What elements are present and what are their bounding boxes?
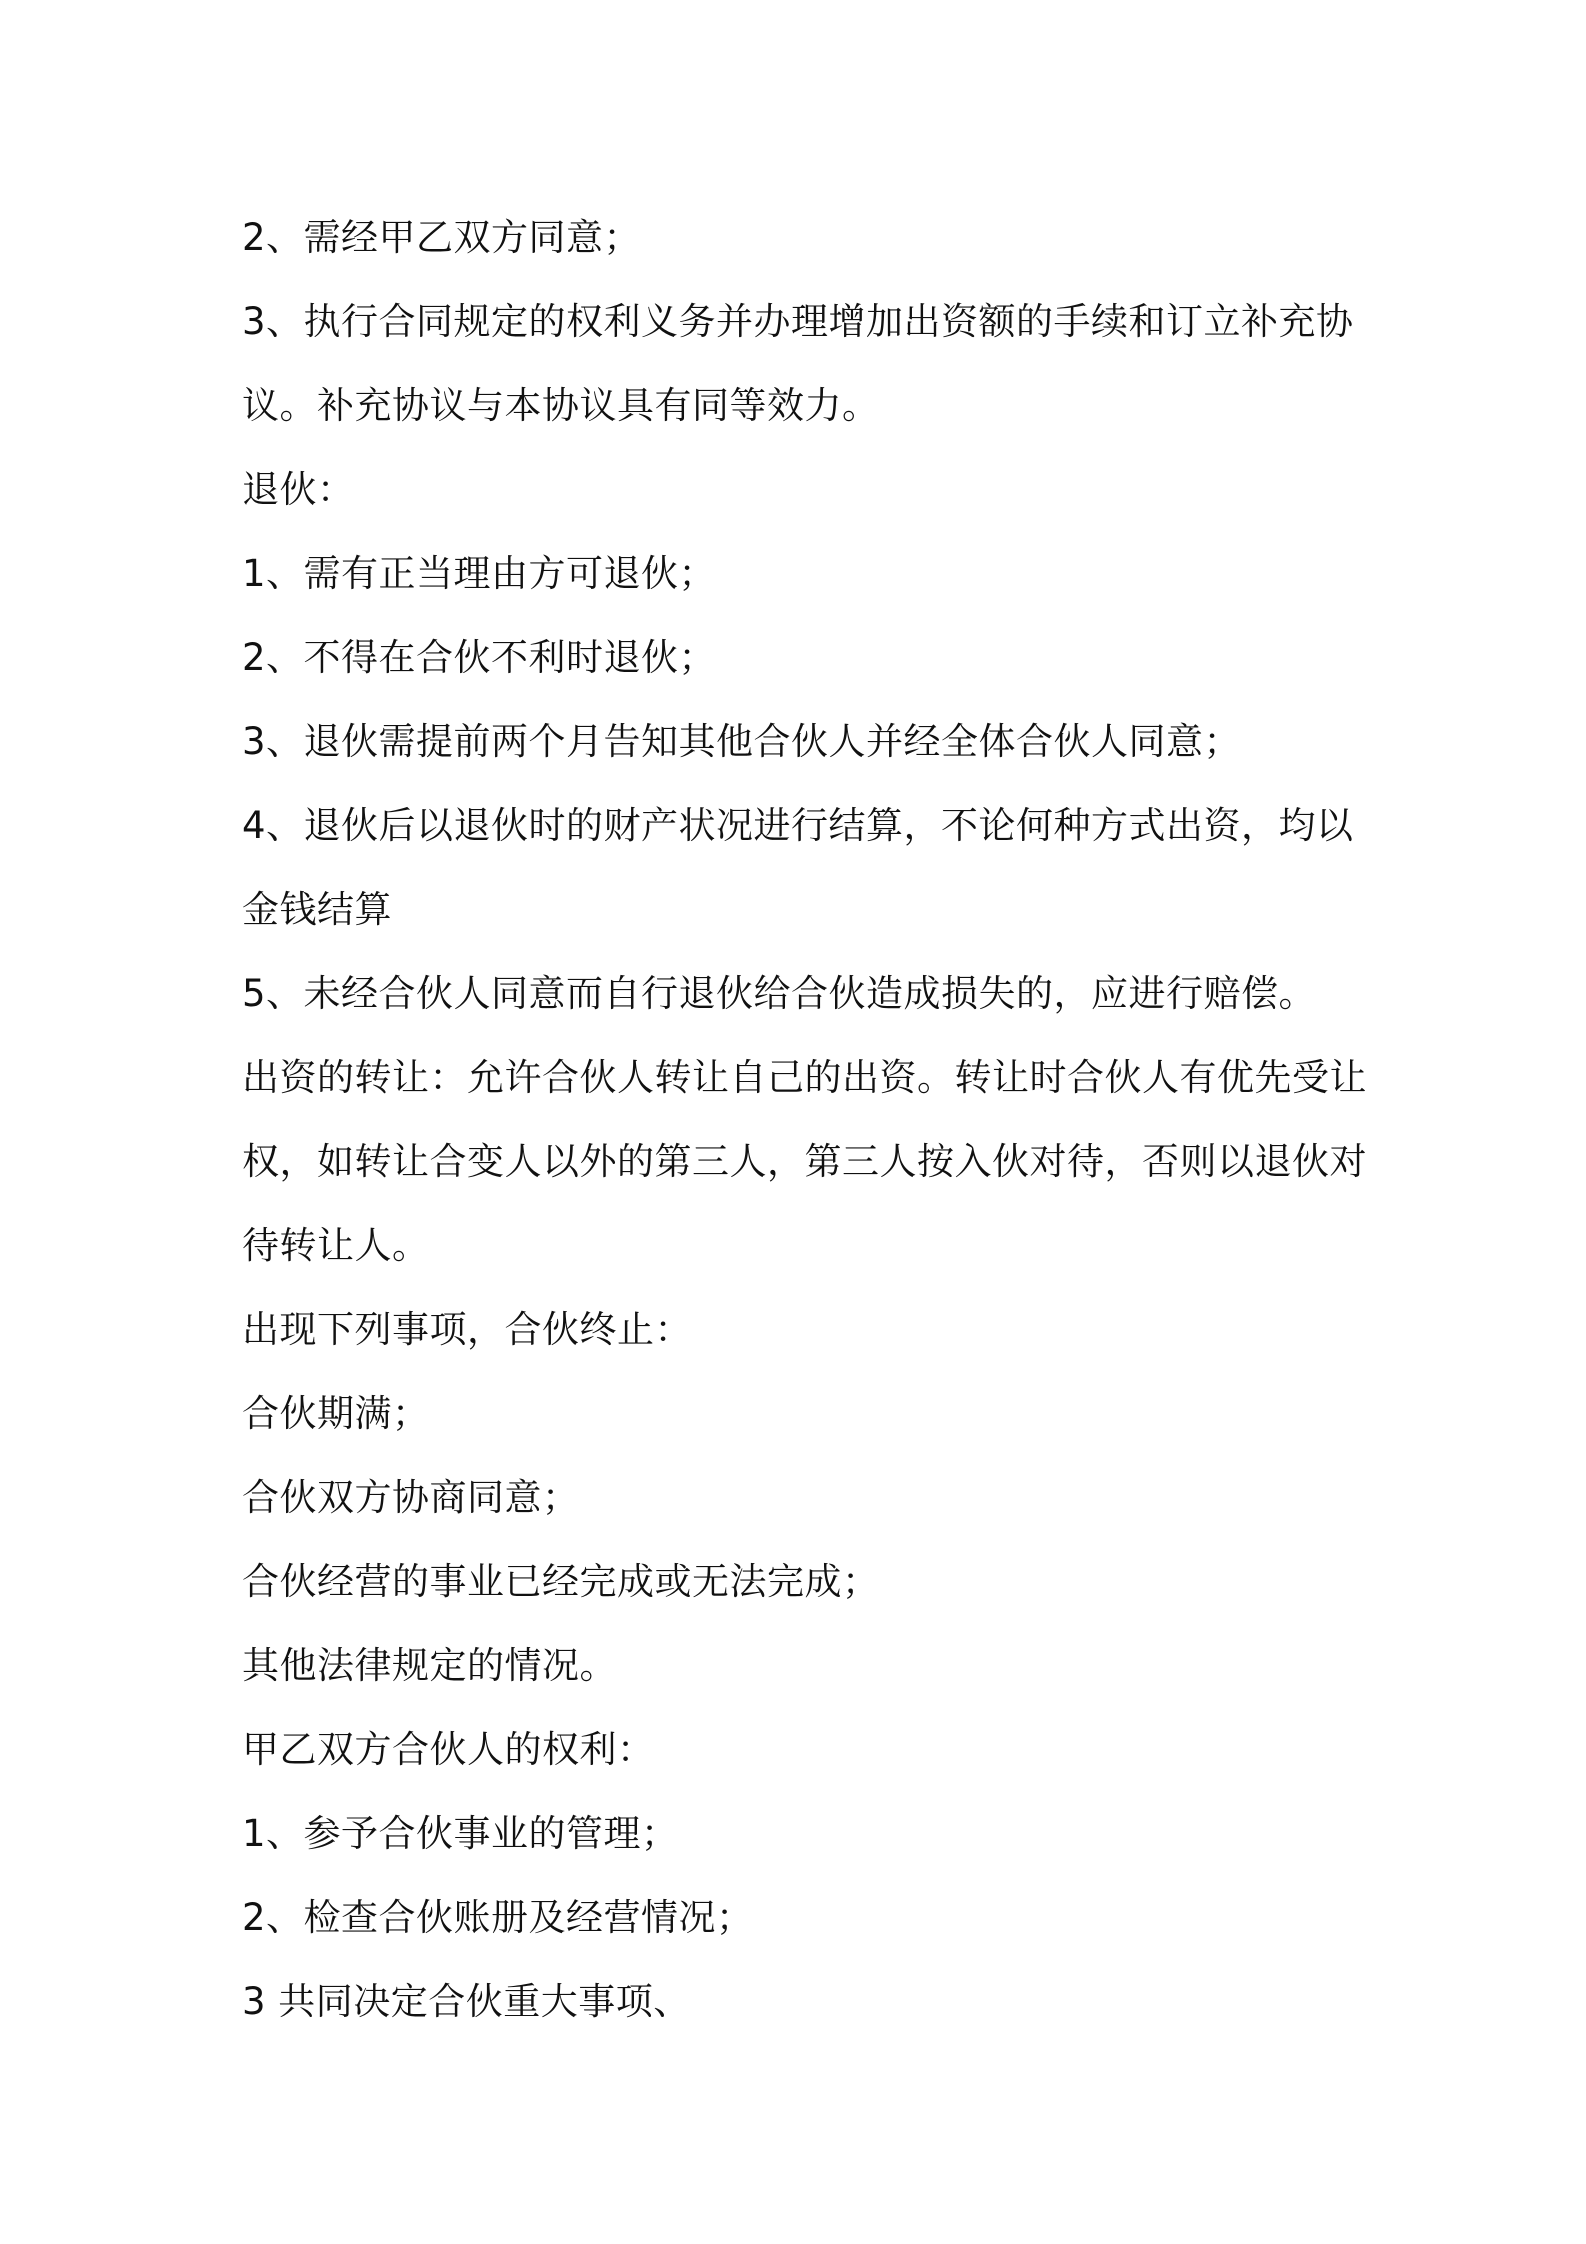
text-line: 3 共同决定合伙重大事项、 bbox=[242, 1980, 691, 2023]
text-line: 出资的转让：允许合伙人转让自己的出资。转让时合伙人有优先受让 bbox=[242, 1056, 1367, 1099]
text-line: 权，如转让合变人以外的第三人，第三人按入伙对待，否则以退伙对 bbox=[242, 1140, 1367, 1183]
text-line: 4、退伙后以退伙时的财产状况进行结算，不论何种方式出资，均以 bbox=[242, 804, 1354, 847]
text-line: 1、需有正当理由方可退伙； bbox=[242, 552, 717, 595]
text-line: 合伙期满； bbox=[242, 1392, 430, 1435]
text-line: 议。补充协议与本协议具有同等效力。 bbox=[242, 384, 880, 427]
text-line: 3、退伙需提前两个月告知其他合伙人并经全体合伙人同意； bbox=[242, 720, 1242, 763]
text-line: 2、检查合伙账册及经营情况； bbox=[242, 1896, 754, 1939]
text-line: 1、参予合伙事业的管理； bbox=[242, 1812, 679, 1855]
text-line: 金钱结算 bbox=[242, 888, 392, 931]
text-line: 2、需经甲乙双方同意； bbox=[242, 216, 642, 259]
text-line: 合伙经营的事业已经完成或无法完成； bbox=[242, 1560, 880, 1603]
text-line: 合伙双方协商同意； bbox=[242, 1476, 580, 1519]
text-line: 3、执行合同规定的权利义务并办理增加出资额的手续和订立补充协 bbox=[242, 300, 1354, 343]
section-heading-partner-rights: 甲乙双方合伙人的权利： bbox=[242, 1728, 655, 1771]
section-heading-withdrawal: 退伙： bbox=[242, 468, 355, 511]
text-line: 待转让人。 bbox=[242, 1224, 430, 1267]
document-body bbox=[242, 196, 1367, 2044]
section-heading-termination: 出现下列事项，合伙终止： bbox=[242, 1308, 692, 1351]
text-line: 其他法律规定的情况。 bbox=[242, 1644, 617, 1687]
text-line: 2、不得在合伙不利时退伙； bbox=[242, 636, 717, 679]
text-line: 5、未经合伙人同意而自行退伙给合伙造成损失的，应进行赔偿。 bbox=[242, 972, 1317, 1015]
